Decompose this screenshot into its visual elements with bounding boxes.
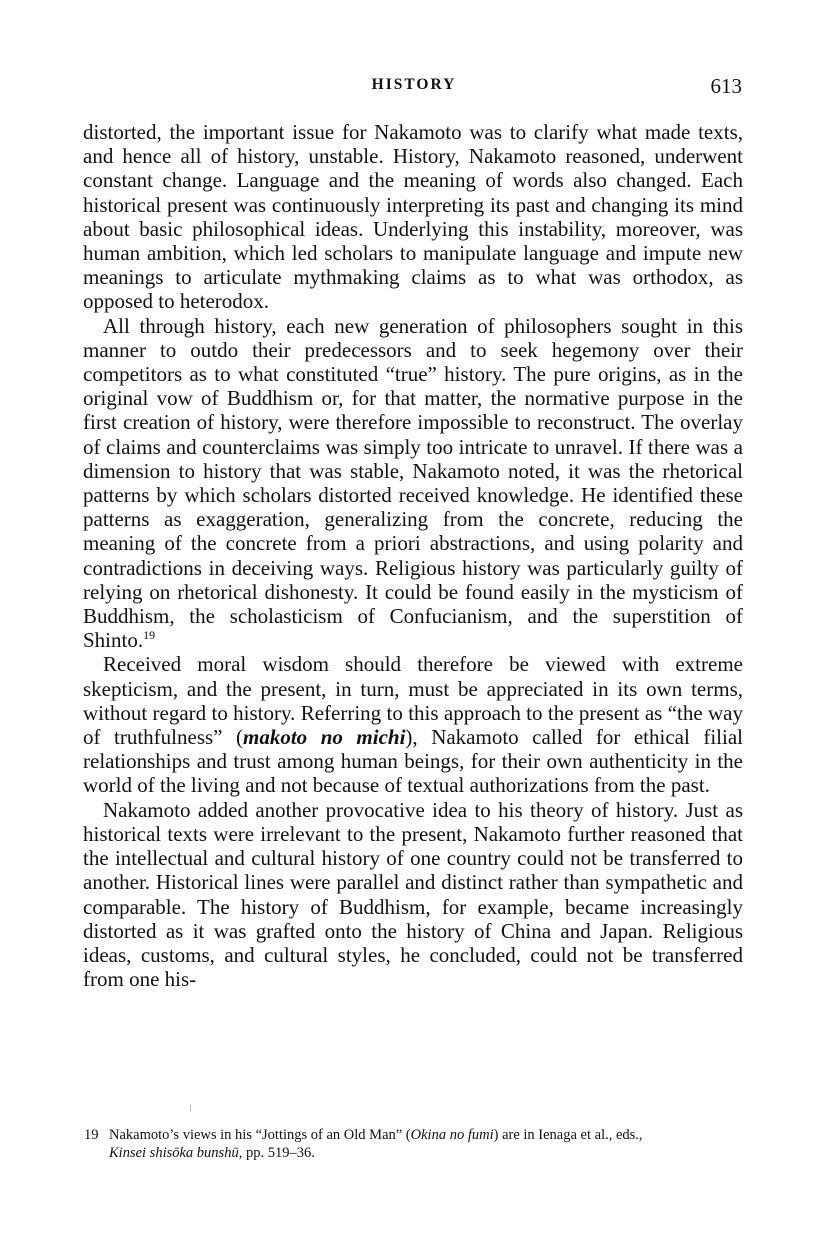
- footnote-italic-title: Okina no fumi: [410, 1127, 494, 1143]
- footnote-book-title: Kinsei shisōka bunshū: [109, 1145, 239, 1161]
- footnote-number: 19: [84, 1127, 99, 1143]
- paragraph-4-text: Nakamoto added another provocative idea to his theory of history. Just as historical texts were irrelevant to the present, Nakamoto further reasoned that the intellectual and cultural history of one country could not be transferred to another. Historical lines were parallel and distinct rather than sympathetic and comparable. The history of Buddhism, for example, became increasingly distorted as it was grafted onto the history of China and Japan. Religious ideas, customs, and cultural styles, he concluded, could not be transferred from one his-: [83, 797, 743, 992]
- paragraph-3-text-after: ), Nakamoto called for ethical filial relationships and trust among human beings, for their own authenticity in the world of the living and not because of textual authorizations from the past.: [83, 725, 743, 798]
- page-number: 613: [710, 74, 742, 98]
- footnote-pages: , pp. 519–36.: [238, 1145, 315, 1161]
- footnote-citation-line: [84, 1144, 744, 1162]
- running-head: [86, 74, 742, 102]
- running-title: HISTORY: [371, 76, 457, 93]
- footnote-rule: [190, 1105, 191, 1111]
- paragraph-1: [83, 120, 743, 314]
- footnote: [84, 1126, 744, 1162]
- paragraph-4: [83, 798, 743, 992]
- footnote-text-before: Nakamoto’s views in his “Jottings of an Old Man” (: [109, 1127, 411, 1143]
- paragraph-2: [83, 314, 743, 653]
- paragraph-3: [83, 652, 743, 797]
- body-text: [83, 120, 743, 991]
- italic-term: makoto no michi: [243, 725, 406, 750]
- footnote-reference: 19: [143, 628, 156, 643]
- paragraph-2-text: All through history, each new generation of philosophers sought in this manner to outdo their predecessors and to seek hegemony over their competitors as to what constituted “true” history. The pure origins, as in the original vow of Buddhism or, for that matter, the normative purpose in the first creation of history, were therefore impossible to reconstruct. The overlay of claims and counterclaims was simply too intricate to unravel. If there was a dimension to history that was stable, Nakamoto noted, it was the rhetorical patterns by which scholars distorted received knowledge. He identified these patterns as exaggeration, generalizing from the concrete, reducing the meaning of the concrete from a priori abstractions, and using polarity and contradictions in deceiving ways. Religious history was particularly guilty of relying on rhetorical dishonesty. It could be found easily in the mysticism of Buddhism, the scholasticism of Confucianism, and the superstition of Shinto.: [83, 313, 743, 653]
- paragraph-3-text-before: Received moral wisdom should therefore be viewed with extreme skepticism, and the present, in turn, must be appreciated in its own terms, without regard to history. Referring to this approach to the present as “the way of truthfulness” (: [83, 652, 743, 750]
- paragraph-1-text: distorted, the important issue for Nakamoto was to clarify what made texts, and hence all of history, unstable. History, Nakamoto reasoned, underwent constant change. Language and the meaning of words also changed. Each historical present was continuously interpreting its past and changing its mind about basic philosophical ideas. Underlying this instability, moreover, was human ambition, which led scholars to manipulate language and impute new meanings to articulate mythmaking claims as to what was orthodox, as opposed to heterodox.: [83, 120, 743, 314]
- footnote-text-after: ) are in Ienaga et al., eds.,: [493, 1127, 643, 1143]
